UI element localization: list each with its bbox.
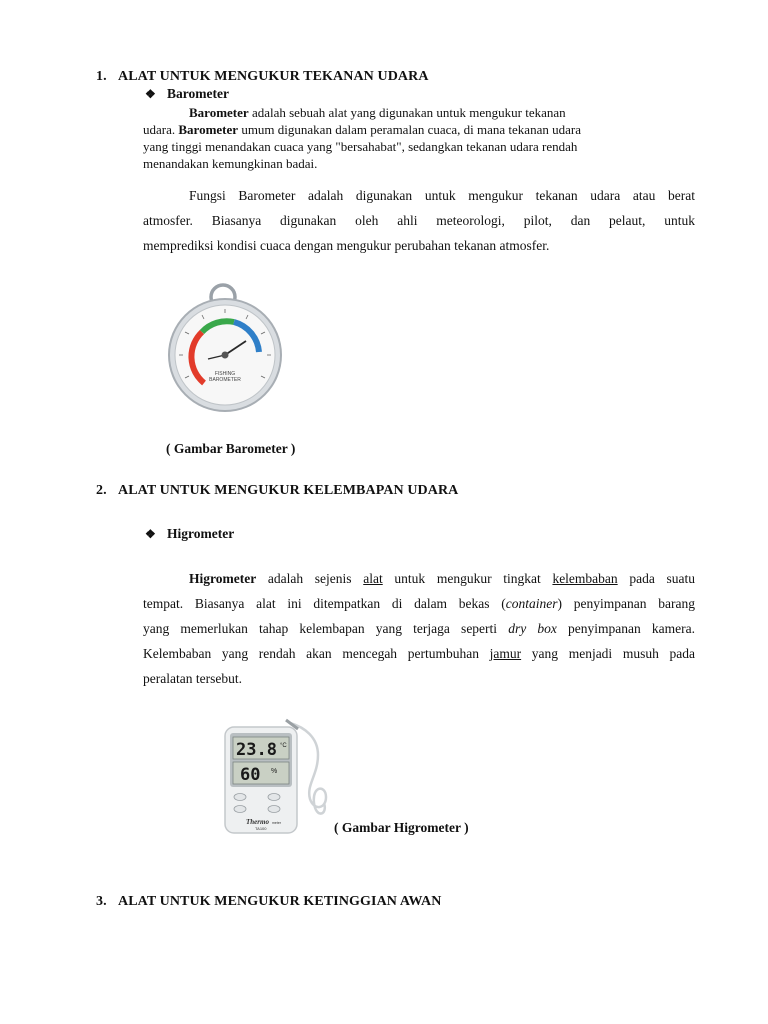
higrometer-image: [222, 715, 337, 835]
higrometer-caption: ( Gambar Higrometer ): [334, 820, 469, 835]
hygrometer-button: [268, 794, 280, 801]
text: adalah sejenis: [256, 571, 364, 586]
higrometer-subheading: [145, 526, 234, 542]
text: yang memerlukan tahap kelembapan yang terjaga seperti: [143, 621, 509, 636]
barometer-caption: ( Gambar Barometer ): [166, 441, 296, 456]
hygrometer-button: [268, 806, 280, 813]
hygrometer-button: [234, 806, 246, 813]
section-2-number: 2.: [96, 483, 107, 498]
text: untuk mengukur tingkat: [382, 571, 553, 586]
text: atmosfer. Biasanya digunakan oleh ahli meteorologi, pilot, dan pelaut, untuk: [143, 213, 695, 228]
temperature-readout: 23.8: [236, 740, 277, 760]
barometer-term: Barometer: [189, 105, 249, 120]
humidity-unit: %: [271, 768, 278, 775]
section-3-title: ALAT UNTUK MENGUKUR KETINGGIAN AWAN: [118, 894, 442, 909]
barometer-function-paragraph: [143, 183, 695, 258]
section-3-number: 3.: [96, 894, 107, 909]
text: Fungsi Barometer adalah digunakan untuk mengukur tekanan udara atau berat: [189, 188, 695, 203]
section-1-number: 1.: [96, 69, 107, 84]
text: container: [505, 596, 558, 611]
text: menandakan kemungkinan badai.: [143, 156, 318, 171]
section-2-heading: [96, 483, 458, 499]
barometer-image: [162, 280, 288, 418]
higrometer-paragraph: [143, 566, 695, 691]
barometer-term: Barometer: [178, 122, 239, 137]
diamond-bullet-icon: ❖: [145, 527, 156, 541]
barometer-dial-label: BAROMETER: [209, 377, 241, 383]
diamond-bullet-icon: ❖: [145, 87, 156, 101]
link-jamur[interactable]: jamur: [489, 646, 522, 661]
section-2-title: ALAT UNTUK MENGUKUR KELEMBAPAN UDARA: [118, 483, 459, 498]
higrometer-subheading-label: Higrometer: [167, 526, 235, 541]
section-3-heading: [96, 894, 441, 910]
text: adalah sebuah alat yang digunakan untuk mengukur tekanan: [248, 105, 566, 120]
text: udara.: [143, 122, 179, 137]
text: pada suatu: [617, 571, 696, 586]
hygrometer-model: TA100: [255, 826, 267, 831]
higrometer-term: Higrometer: [189, 571, 257, 586]
text: peralatan tersebut.: [143, 671, 242, 686]
hygrometer-brand-suffix: meter: [272, 821, 281, 825]
barometer-dial-label: FISHING: [214, 371, 236, 377]
text: penyimpanan kamera.: [556, 621, 695, 636]
barometer-subheading-label: Barometer: [167, 86, 229, 101]
link-alat[interactable]: alat: [363, 571, 383, 586]
text: ) penyimpanan barang: [557, 596, 696, 611]
text: umum digunakan dalam peramalan cuaca, di mana tekanan udara: [238, 122, 581, 137]
barometer-definition-paragraph: [143, 104, 703, 172]
text: dry box: [508, 621, 557, 636]
temperature-unit: °C: [280, 743, 287, 749]
text: yang menjadi musuh pada: [521, 646, 696, 661]
text: memprediksi kondisi cuaca dengan mengukur perubahan tekanan atmosfer.: [143, 238, 550, 253]
barometer-subheading: [145, 86, 229, 102]
section-1-title: ALAT UNTUK MENGUKUR TEKANAN UDARA: [118, 69, 429, 84]
hygrometer-button: [234, 794, 246, 801]
text: Kelembaban yang rendah akan mencegah pertumbuhan: [143, 646, 490, 661]
link-kelembaban[interactable]: kelembaban: [552, 571, 618, 586]
hygrometer-brand: Thermo: [246, 818, 269, 826]
humidity-readout: 60: [240, 765, 261, 785]
section-1-heading: [96, 69, 429, 85]
text: tempat. Biasanya alat ini ditempatkan di dalam bekas (: [143, 596, 506, 611]
text: yang tinggi menandakan cuaca yang "bersahabat", sedangkan tekanan udara rendah: [143, 139, 578, 154]
